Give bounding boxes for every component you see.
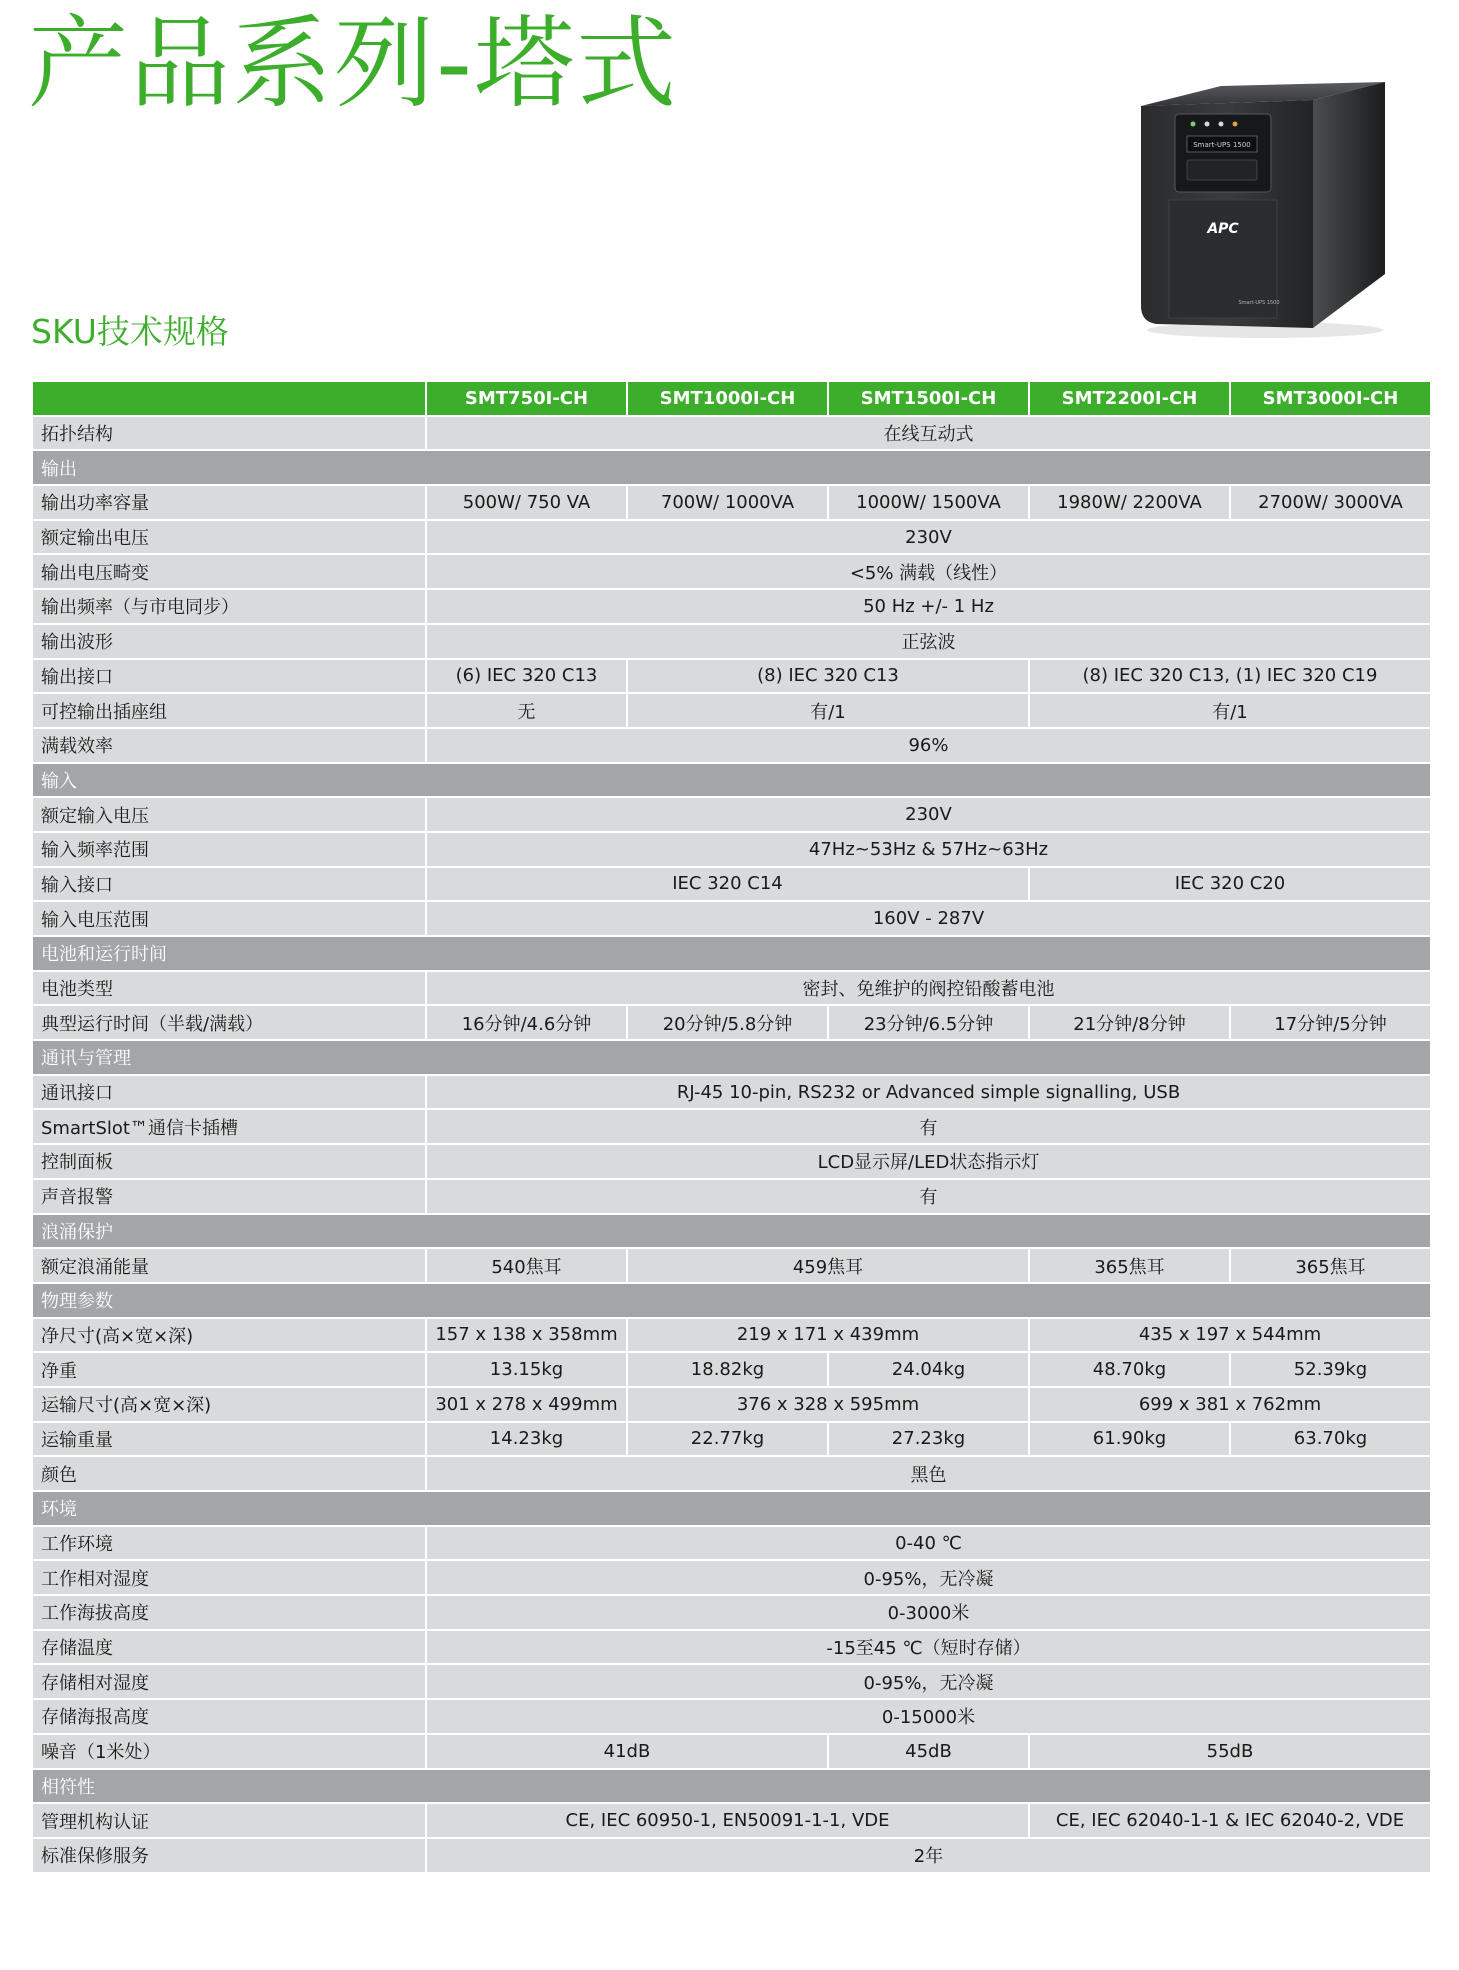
table-row <box>32 1838 1431 1873</box>
row-label: 额定输入电压 <box>32 797 426 832</box>
section-subtitle: SKU技术规格 <box>31 312 229 351</box>
section-row <box>32 763 1431 798</box>
apc-logo: APC <box>1207 221 1239 237</box>
section-heading: 通讯与管理 <box>32 1040 1431 1075</box>
table-row <box>32 1734 1431 1769</box>
table-cell: 41dB <box>426 1734 828 1769</box>
table-cell: 0-15000米 <box>426 1699 1431 1734</box>
row-label: 工作海拔高度 <box>32 1595 426 1630</box>
row-label: 典型运行时间（半载/满载） <box>32 1005 426 1040</box>
row-label: 噪音（1米处） <box>32 1734 426 1769</box>
row-label: 管理机构认证 <box>32 1803 426 1838</box>
column-header-smt1000i: SMT1000I-CH <box>627 381 828 416</box>
table-cell: 14.23kg <box>426 1422 627 1457</box>
table-cell: 699 x 381 x 762mm <box>1029 1387 1431 1422</box>
table-cell: 13.15kg <box>426 1352 627 1387</box>
table-row <box>32 659 1431 694</box>
row-label: 控制面板 <box>32 1144 426 1179</box>
table-cell: CE, IEC 62040-1-1 & IEC 62040-2, VDE <box>1029 1803 1431 1838</box>
table-cell: 24.04kg <box>828 1352 1029 1387</box>
column-header-smt3000i: SMT3000I-CH <box>1230 381 1431 416</box>
table-row <box>32 554 1431 589</box>
row-label: 运输尺寸(高×宽×深) <box>32 1387 426 1422</box>
table-cell: 18.82kg <box>627 1352 828 1387</box>
table-cell: 22.77kg <box>627 1422 828 1457</box>
section-row <box>32 1491 1431 1526</box>
table-cell: IEC 320 C14 <box>426 867 1029 902</box>
table-cell: IEC 320 C20 <box>1029 867 1431 902</box>
table-row <box>32 1803 1431 1838</box>
table-row <box>32 485 1431 520</box>
row-label: 输出电压畸变 <box>32 554 426 589</box>
table-cell: 黑色 <box>426 1456 1431 1491</box>
row-label: SmartSlot™通信卡插槽 <box>32 1109 426 1144</box>
table-row <box>32 901 1431 936</box>
table-row <box>32 797 1431 832</box>
section-row <box>32 1214 1431 1249</box>
table-row <box>32 971 1431 1006</box>
section-heading: 输出 <box>32 450 1431 485</box>
table-row <box>32 520 1431 555</box>
row-label: 标准保修服务 <box>32 1838 426 1873</box>
table-row <box>32 1387 1431 1422</box>
table-cell: 48.70kg <box>1029 1352 1230 1387</box>
section-row <box>32 1769 1431 1804</box>
row-label: 输入电压范围 <box>32 901 426 936</box>
row-label: 输出功率容量 <box>32 485 426 520</box>
table-cell: 700W/ 1000VA <box>627 485 828 520</box>
table-cell: -15至45 ℃（短时存储） <box>426 1630 1431 1665</box>
table-cell: 45dB <box>828 1734 1029 1769</box>
table-row <box>32 589 1431 624</box>
ups-product-image <box>1135 78 1395 340</box>
table-row <box>32 1005 1431 1040</box>
table-row <box>32 1560 1431 1595</box>
row-label: 额定输出电压 <box>32 520 426 555</box>
table-row <box>32 1179 1431 1214</box>
section-row <box>32 1283 1431 1318</box>
table-cell: 52.39kg <box>1230 1352 1431 1387</box>
section-row <box>32 1040 1431 1075</box>
table-row <box>32 1075 1431 1110</box>
column-header-smt1500i: SMT1500I-CH <box>828 381 1029 416</box>
table-cell: 有/1 <box>1029 693 1431 728</box>
table-row <box>32 728 1431 763</box>
table-cell: (8) IEC 320 C13 <box>627 659 1029 694</box>
table-cell: 正弦波 <box>426 624 1431 659</box>
table-row <box>32 1664 1431 1699</box>
table-cell: 密封、免维护的阀控铅酸蓄电池 <box>426 971 1431 1006</box>
table-cell: 63.70kg <box>1230 1422 1431 1457</box>
table-cell: 47Hz~53Hz & 57Hz~63Hz <box>426 832 1431 867</box>
table-cell: 23分钟/6.5分钟 <box>828 1005 1029 1040</box>
page-title: 产品系列-塔式 <box>28 5 679 122</box>
row-label: 满载效率 <box>32 728 426 763</box>
table-header-row <box>32 381 1431 416</box>
row-label: 净重 <box>32 1352 426 1387</box>
table-cell: 160V - 287V <box>426 901 1431 936</box>
table-cell: 2700W/ 3000VA <box>1230 485 1431 520</box>
table-row <box>32 832 1431 867</box>
table-cell: 230V <box>426 797 1431 832</box>
row-label: 净尺寸(高×宽×深) <box>32 1318 426 1353</box>
table-cell: 1000W/ 1500VA <box>828 485 1029 520</box>
row-label: 工作相对湿度 <box>32 1560 426 1595</box>
section-row <box>32 936 1431 971</box>
table-row <box>32 1109 1431 1144</box>
table-cell: 在线互动式 <box>426 416 1431 451</box>
table-cell: 1980W/ 2200VA <box>1029 485 1230 520</box>
table-cell: 0-40 ℃ <box>426 1526 1431 1561</box>
row-label: 输入接口 <box>32 867 426 902</box>
section-row <box>32 450 1431 485</box>
table-row <box>32 1526 1431 1561</box>
table-row <box>32 1630 1431 1665</box>
table-cell: 有 <box>426 1179 1431 1214</box>
table-cell: 365焦耳 <box>1029 1248 1230 1283</box>
row-label: 存储温度 <box>32 1630 426 1665</box>
table-cell: 16分钟/4.6分钟 <box>426 1005 627 1040</box>
table-row <box>32 867 1431 902</box>
table-cell: 435 x 197 x 544mm <box>1029 1318 1431 1353</box>
spec-table-body <box>32 416 1431 1873</box>
row-label: 工作环境 <box>32 1526 426 1561</box>
table-cell: 0-3000米 <box>426 1595 1431 1630</box>
table-cell: 230V <box>426 520 1431 555</box>
table-row <box>32 1422 1431 1457</box>
table-cell: 376 x 328 x 595mm <box>627 1387 1029 1422</box>
table-row <box>32 1248 1431 1283</box>
section-heading: 浪涌保护 <box>32 1214 1431 1249</box>
model-plate-text: Smart-UPS 1500 <box>1238 300 1280 306</box>
table-cell: 61.90kg <box>1029 1422 1230 1457</box>
row-label: 声音报警 <box>32 1179 426 1214</box>
table-cell: 157 x 138 x 358mm <box>426 1318 627 1353</box>
table-row <box>32 1352 1431 1387</box>
table-cell: 365焦耳 <box>1230 1248 1431 1283</box>
table-row <box>32 624 1431 659</box>
table-cell: 17分钟/5分钟 <box>1230 1005 1431 1040</box>
table-header-corner <box>32 381 426 416</box>
row-label: 存储相对湿度 <box>32 1664 426 1699</box>
table-cell: 301 x 278 x 499mm <box>426 1387 627 1422</box>
table-cell: 540焦耳 <box>426 1248 627 1283</box>
table-cell: 459焦耳 <box>627 1248 1029 1283</box>
section-heading: 物理参数 <box>32 1283 1431 1318</box>
row-label: 通讯接口 <box>32 1075 426 1110</box>
section-heading: 电池和运行时间 <box>32 936 1431 971</box>
table-cell: (6) IEC 320 C13 <box>426 659 627 694</box>
table-cell: 有 <box>426 1109 1431 1144</box>
column-header-smt2200i: SMT2200I-CH <box>1029 381 1230 416</box>
table-cell: 有/1 <box>627 693 1029 728</box>
row-label: 输出频率（与市电同步） <box>32 589 426 624</box>
table-cell: 21分钟/8分钟 <box>1029 1005 1230 1040</box>
table-cell: LCD显示屏/LED状态指示灯 <box>426 1144 1431 1179</box>
table-cell: RJ-45 10-pin, RS232 or Advanced simple signalling, USB <box>426 1075 1431 1110</box>
table-cell: 无 <box>426 693 627 728</box>
table-cell: 27.23kg <box>828 1422 1029 1457</box>
table-cell: 96% <box>426 728 1431 763</box>
row-label: 颜色 <box>32 1456 426 1491</box>
table-cell: 0-95%，无冷凝 <box>426 1560 1431 1595</box>
table-row <box>32 693 1431 728</box>
row-label: 存储海报高度 <box>32 1699 426 1734</box>
section-heading: 输入 <box>32 763 1431 798</box>
row-label: 电池类型 <box>32 971 426 1006</box>
table-cell: 20分钟/5.8分钟 <box>627 1005 828 1040</box>
sku-spec-table <box>31 380 1432 1874</box>
table-row <box>32 1456 1431 1491</box>
table-row <box>32 1144 1431 1179</box>
section-heading: 环境 <box>32 1491 1431 1526</box>
row-label: 可控输出插座组 <box>32 693 426 728</box>
row-label: 输出接口 <box>32 659 426 694</box>
table-row <box>32 1699 1431 1734</box>
table-cell: 219 x 171 x 439mm <box>627 1318 1029 1353</box>
table-cell: 500W/ 750 VA <box>426 485 627 520</box>
table-row <box>32 1318 1431 1353</box>
table-cell: 0-95%，无冷凝 <box>426 1664 1431 1699</box>
table-cell: <5% 满载（线性） <box>426 554 1431 589</box>
table-row <box>32 416 1431 451</box>
section-heading: 相符性 <box>32 1769 1431 1804</box>
table-cell: 2年 <box>426 1838 1431 1873</box>
row-label: 输出波形 <box>32 624 426 659</box>
table-cell: (8) IEC 320 C13, (1) IEC 320 C19 <box>1029 659 1431 694</box>
row-label: 拓扑结构 <box>32 416 426 451</box>
table-row <box>32 1595 1431 1630</box>
table-cell: 55dB <box>1029 1734 1431 1769</box>
table-cell: 50 Hz +/- 1 Hz <box>426 589 1431 624</box>
table-cell: CE, IEC 60950-1, EN50091-1-1, VDE <box>426 1803 1029 1838</box>
row-label: 运输重量 <box>32 1422 426 1457</box>
panel-text: Smart-UPS 1500 <box>1193 141 1251 149</box>
column-header-smt750i: SMT750I-CH <box>426 381 627 416</box>
row-label: 输入频率范围 <box>32 832 426 867</box>
row-label: 额定浪涌能量 <box>32 1248 426 1283</box>
